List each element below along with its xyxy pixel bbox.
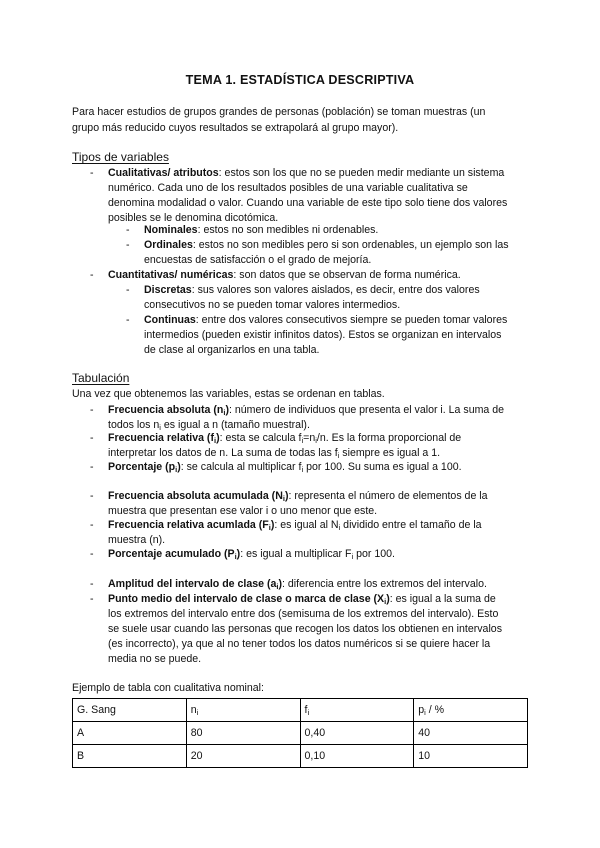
term [108,578,282,590]
term-text: ) [236,548,241,560]
text: : sus valores son valores aislados, es decir, entre dos valores [191,284,480,296]
term: Continuas [144,314,196,326]
text: posibles se le denomina dicotómica. [108,212,279,224]
text: por 100. [353,548,395,560]
list-item-punto-medio [90,592,528,667]
header-text: / % [425,704,445,716]
table-cell: 0,10 [300,745,414,768]
text: media no se puede. [108,653,202,665]
table-cell: 0,40 [300,722,414,745]
text: dividido entre el tamaño de la [340,519,482,531]
term [108,404,229,416]
term-text: Porcentaje acumulado (P [108,548,235,560]
term: Cuantitativas/ numéricas [108,269,234,281]
text: es igual a n (tamaño muestral). [160,419,310,431]
bullet-dash: - [90,519,94,531]
table-cell: 40 [414,722,528,745]
bullet-dash: - [126,224,130,236]
text: : estos no son medibles ni ordenables. [197,224,379,236]
bullet-dash: - [90,548,94,560]
header-cell [414,699,528,722]
subscript: i [282,494,285,503]
text: consecutivos no se pueden tomar valores intermedios. [144,299,401,311]
subscript: i [196,708,199,717]
table-caption: Ejemplo de tabla con cualitativa nominal: [72,682,264,694]
table-row [73,722,528,745]
text: : se calcula al multiplicar f [180,461,302,473]
bullet-dash: - [126,239,130,251]
text: : es igual a multiplicar F [240,548,352,560]
list-item-discretas [126,283,528,313]
list-item-cualitativas [90,166,528,226]
term-text: Punto medio del intervalo de clase o marca de clase (X [108,593,385,605]
term [108,432,220,444]
term: Cualitativas/ atributos [108,167,219,179]
text: numérico. Cada uno de los resultados posibles de una variable cualitativa se [108,182,468,194]
subscript: i [234,552,237,561]
subscript: i [213,436,217,445]
list-item-frecuencia-relativa [90,431,528,461]
tabulacion-intro: Una vez que obtenemos las variables, estas se ordenan en tablas. [72,388,385,400]
table-row [73,745,528,768]
term: Nominales [144,224,198,236]
subscript: i [159,423,161,432]
term-text: Frecuencia relativa acumlada (F [108,519,269,531]
text: interpretar los datos de n. La suma de todas las f [108,447,338,459]
term-text: ) [225,404,230,416]
list-item-frecuencia-relativa-acumulada [90,518,528,548]
term-text: ) [177,461,181,473]
subscript: i [301,436,304,445]
list-item-ordinales [126,238,528,268]
subscript: i [424,708,426,717]
subscript: i [384,597,387,606]
subscript: i [337,451,340,460]
text: de clase al organizarlos en una tabla. [144,344,320,356]
term [108,519,274,531]
table-header-row [73,699,528,722]
term-text: Frecuencia absoluta (n [108,404,224,416]
list-item-porcentaje [90,460,528,475]
header-cell: G. Sang [73,699,187,722]
table-cell: 10 [414,745,528,768]
intro-line: grupo más reducido cuyos resultados se extrapolará al grupo mayor). [72,122,399,134]
bullet-dash: - [90,269,94,281]
text: : entre dos valores consecutivos siempre se pueden tomar valores [195,314,508,326]
text: los extremos del intervalo entre dos (semisuma de los extremos del intervalo). Esto [108,608,499,620]
bullet-dash: - [90,593,94,605]
subscript: i [338,523,341,532]
term [108,461,181,473]
list-item-porcentaje-acumulado [90,547,528,562]
subscript: i [351,552,354,561]
term-text: Porcentaje (p [108,461,176,473]
intro-line: Para hacer estudios de grupos grandes de personas (población) se toman muestras (un [72,106,486,118]
bullet-dash: - [90,404,94,416]
term [108,490,288,502]
section-heading-tipos: Tipos de variables [72,150,169,164]
bullet-dash: - [90,432,94,444]
table-cell: B [73,745,187,768]
term [108,593,390,605]
text: todos los n [108,419,160,431]
bullet-dash: - [90,167,94,179]
text: siempre es igual a 1. [339,447,441,459]
subscript: i [276,582,279,591]
list-item-continuas [126,313,528,358]
subscript: i [268,523,271,532]
text: =n [303,432,316,444]
example-table [72,698,528,768]
subscript: i [175,465,178,474]
term-text: ) [386,593,390,605]
term: Ordinales [144,239,193,251]
term-text: ) [216,432,220,444]
table-cell: A [73,722,187,745]
text: /n. Es la forma proporcional de [316,432,462,444]
bullet-dash: - [90,578,94,590]
term-text: ) [270,519,275,531]
term [108,548,240,560]
header-text: f [304,704,308,716]
text: : número de individuos que presenta el valor i. La suma de [229,404,505,416]
header-text: p [418,704,425,716]
bullet-dash: - [126,314,130,326]
list-item-frecuencia-absoluta [90,403,528,433]
text: (es incorrecto), ya que al no tener todos los datos numéricos si se quiere hacer la [108,638,491,650]
term-text: Frecuencia relativa (f [108,432,214,444]
text: : representa el número de elementos de la [288,490,488,502]
text: : diferencia entre los extremos del intervalo. [282,578,487,590]
subscript: i [301,465,304,474]
subscript: i [315,436,317,445]
term-text: ) [278,578,282,590]
text: : esta se calcula f [219,432,302,444]
bullet-dash: - [90,461,94,473]
term-text: Frecuencia absoluta acumulada (N [108,490,283,502]
text: intermedios (pueden existir infinitos datos). Estos se organizan en intervalos [144,329,502,341]
section-heading-tabulacion: Tabulación [72,371,130,385]
term-text: ) [284,490,289,502]
text: denomina modalidad o valor. Cuando una variable de este tipo solo tiene dos valores [108,197,508,209]
header-text: n [190,704,197,716]
list-item-amplitud-intervalo [90,577,528,592]
page-title: TEMA 1. ESTADÍSTICA DESCRIPTIVA [185,73,415,87]
term-text: Amplitud del intervalo de clase (a [108,578,277,590]
text: : estos son los que no se pueden medir mediante un sistema [218,167,505,179]
text: por 100. Su suma es igual a 100. [303,461,462,473]
text: : son datos que se observan de forma numérica. [233,269,461,281]
text: encuestas de satisfacción o el grado de mejoría. [144,254,372,266]
bullet-dash: - [90,490,94,502]
text: : es igual al N [274,519,339,531]
text: se suele usar cuando las personas que recogen los datos los obtienen en intervalos [108,623,502,635]
header-cell [186,699,300,722]
list-item-nominales [126,223,528,238]
text: muestra (n). [108,534,166,546]
intro-paragraph [72,104,532,136]
text: : es igual a la suma de [389,593,496,605]
table-cell: 20 [186,745,300,768]
bullet-dash: - [126,284,130,296]
subscript: i [223,408,226,417]
list-item-cuantitativas [90,268,528,283]
list-item-frecuencia-absoluta-acumulada [90,489,528,519]
term: Discretas [144,284,192,296]
text: muestra que presentan ese valor i o uno menor que este. [108,505,378,517]
table-cell: 80 [186,722,300,745]
subscript: i [307,708,310,717]
header-cell [300,699,414,722]
text: : estos no son medibles pero si son ordenables, un ejemplo son las [192,239,509,251]
